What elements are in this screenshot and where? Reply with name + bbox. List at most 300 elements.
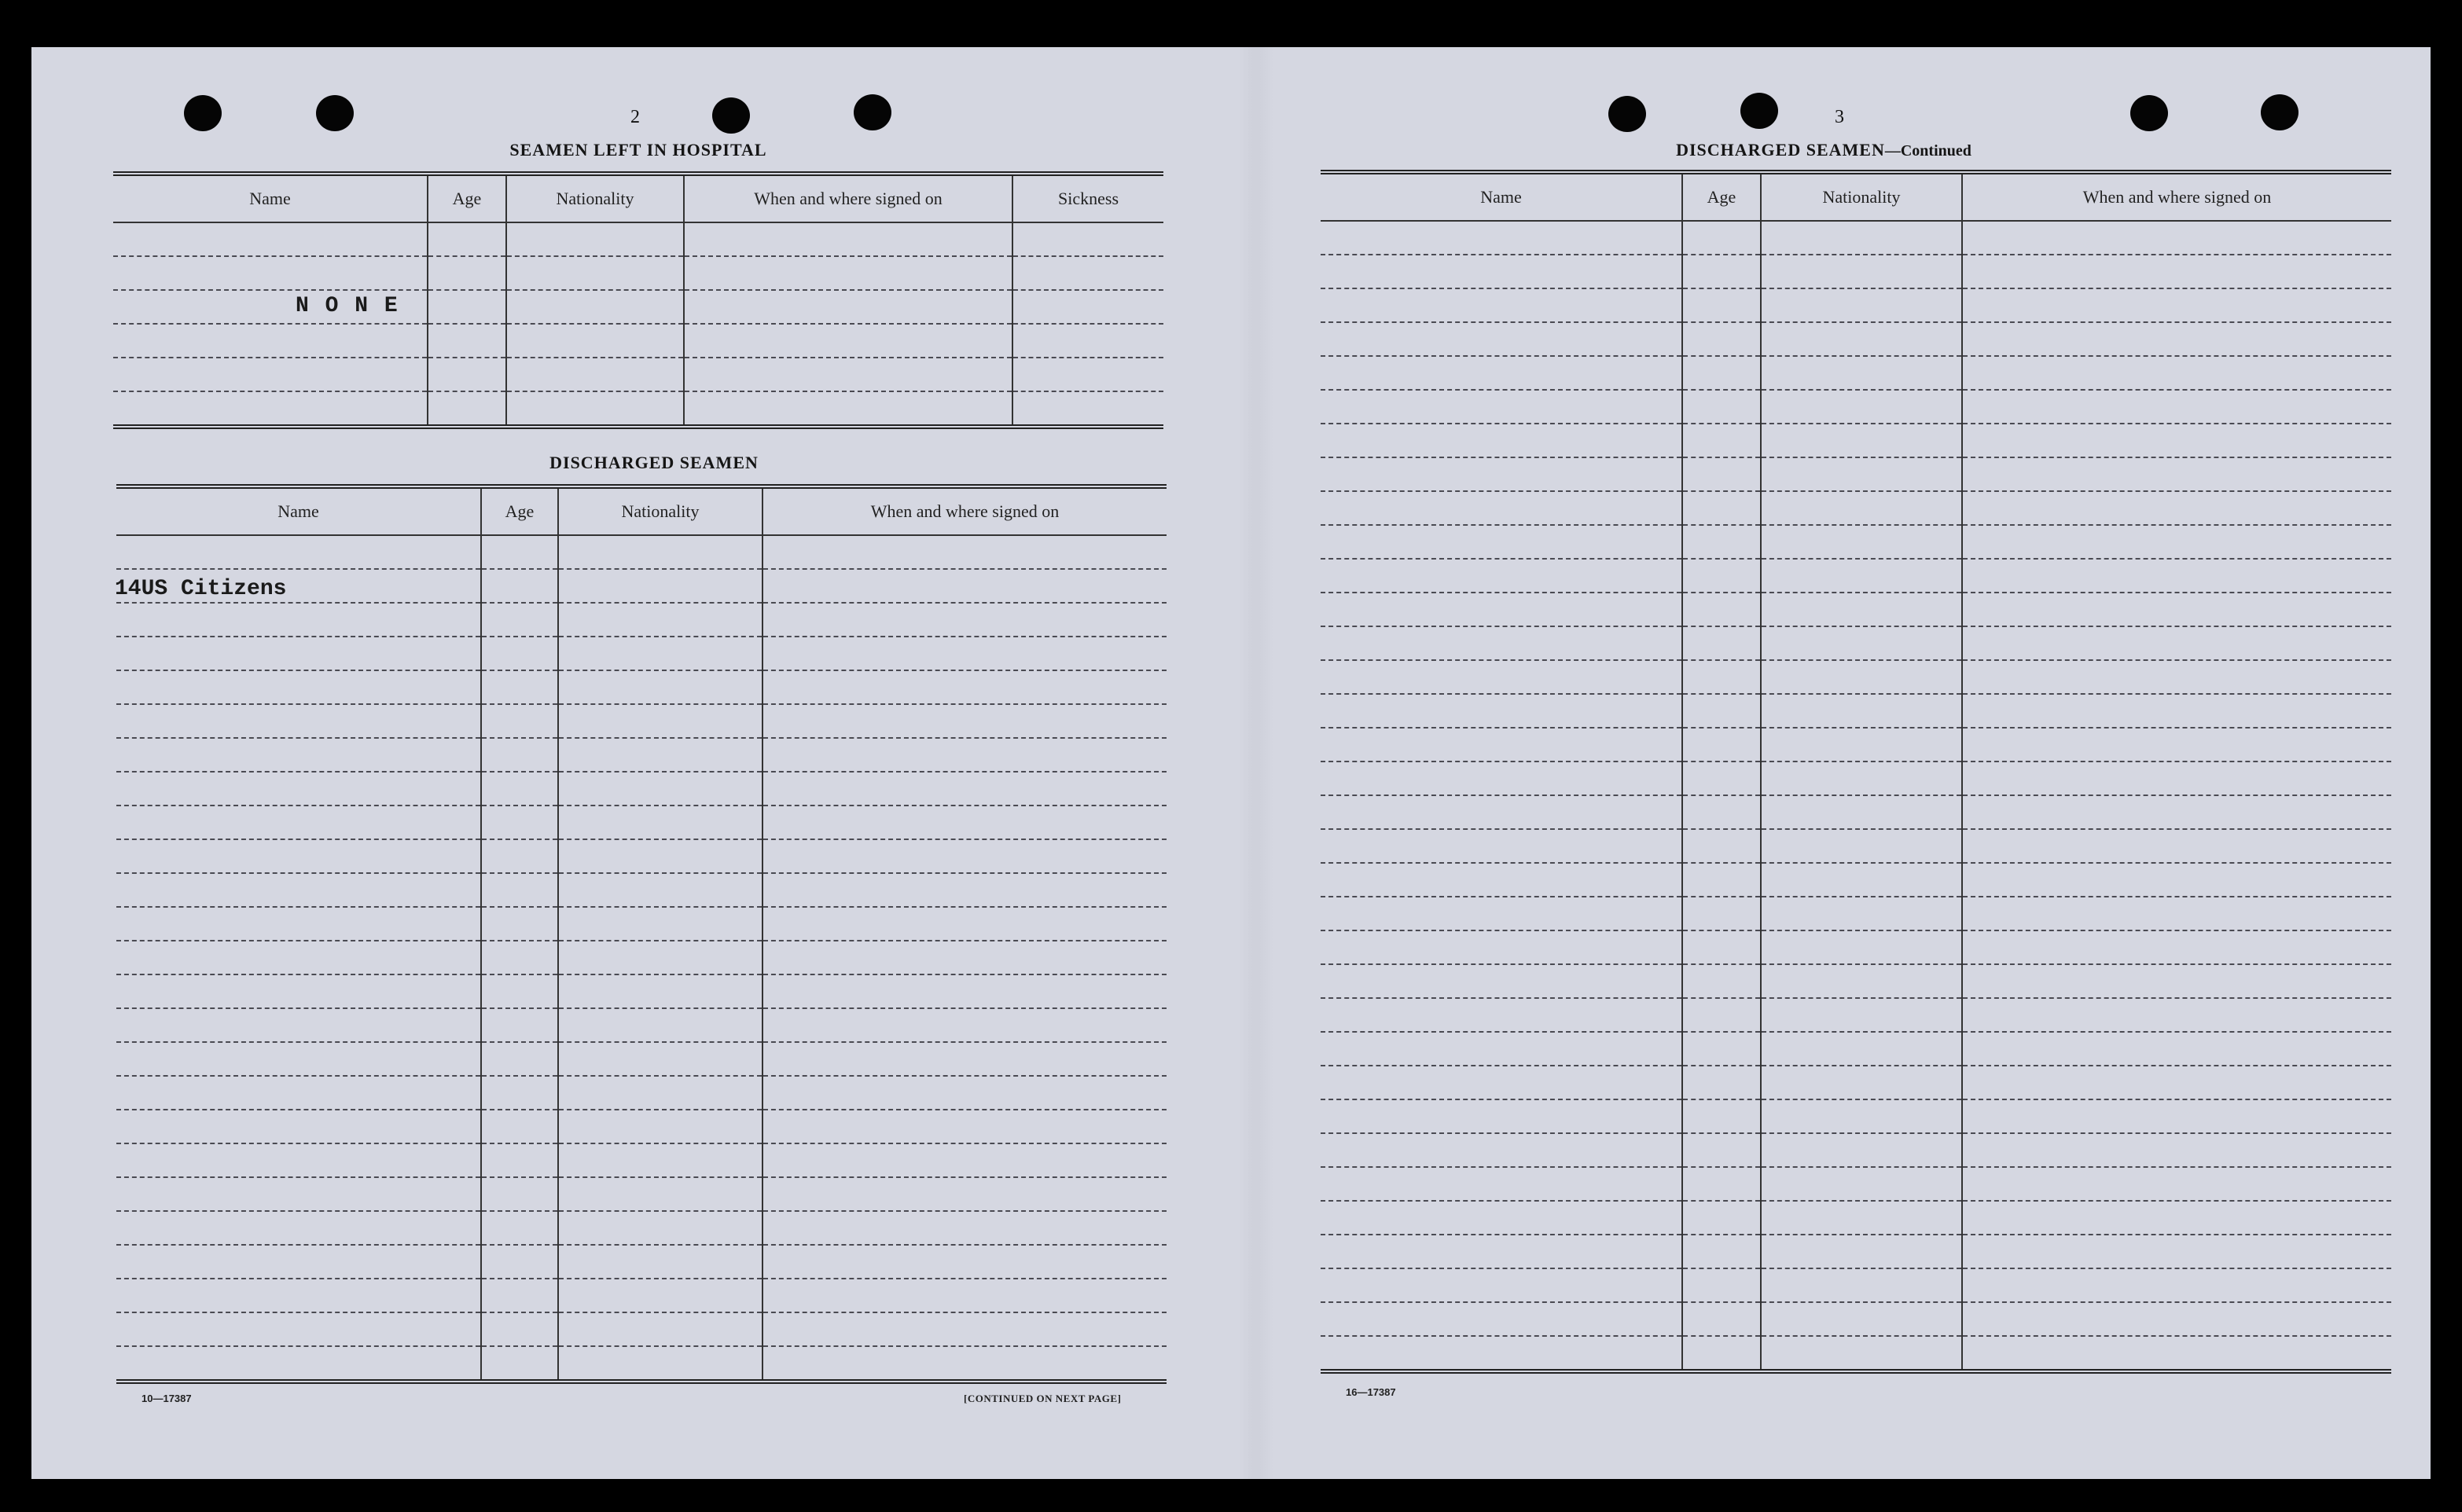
table-cell bbox=[1962, 559, 2391, 593]
table-cell bbox=[1321, 356, 1682, 390]
table-cell bbox=[1321, 964, 1682, 998]
table-cell bbox=[1761, 1201, 1962, 1235]
table-row bbox=[113, 324, 1163, 358]
table-cell bbox=[1962, 998, 2391, 1032]
discharged-entry-text: 14US Citizens bbox=[115, 577, 287, 601]
table-cell bbox=[762, 1312, 1167, 1346]
table-cell bbox=[1761, 1268, 1962, 1302]
table-cell bbox=[116, 1312, 481, 1346]
page-number-left: 2 bbox=[630, 107, 640, 127]
table-cell bbox=[1321, 998, 1682, 1032]
table-row bbox=[1321, 930, 2391, 964]
column-header-age: Age bbox=[1682, 172, 1761, 221]
table-cell bbox=[481, 1076, 558, 1110]
table-cell bbox=[116, 907, 481, 941]
table-cell bbox=[428, 256, 506, 290]
table-cell bbox=[558, 974, 762, 1008]
table-cell bbox=[1321, 728, 1682, 762]
table-cell bbox=[481, 974, 558, 1008]
table-cell bbox=[428, 391, 506, 427]
table-cell bbox=[1321, 1167, 1682, 1201]
table-cell bbox=[116, 1211, 481, 1245]
center-fold bbox=[1239, 47, 1273, 1479]
table-cell bbox=[481, 1008, 558, 1042]
table-cell bbox=[1761, 255, 1962, 288]
table-row bbox=[1321, 964, 2391, 998]
table-cell bbox=[481, 1211, 558, 1245]
table-cell bbox=[1682, 1201, 1761, 1235]
table-cell bbox=[1761, 1167, 1962, 1201]
table-cell bbox=[1321, 525, 1682, 559]
table-cell bbox=[762, 1110, 1167, 1143]
table-cell bbox=[1012, 324, 1163, 358]
table-cell bbox=[1321, 795, 1682, 829]
table-cell bbox=[1321, 1066, 1682, 1099]
table-cell bbox=[1321, 288, 1682, 322]
table-row bbox=[1321, 255, 2391, 288]
table-cell bbox=[1761, 1032, 1962, 1066]
column-header-age: Age bbox=[428, 174, 506, 222]
table-cell bbox=[1682, 1066, 1761, 1099]
table-cell bbox=[506, 391, 684, 427]
table-cell bbox=[481, 738, 558, 772]
table-cell bbox=[116, 1008, 481, 1042]
table-cell bbox=[116, 535, 481, 569]
table-cell bbox=[1321, 863, 1682, 897]
punch-hole bbox=[2261, 94, 2298, 130]
table-cell bbox=[1761, 897, 1962, 930]
title-text: DISCHARGED SEAMEN bbox=[1676, 140, 1885, 160]
table-cell bbox=[1682, 593, 1761, 626]
table-row bbox=[1321, 1066, 2391, 1099]
hospital-section-title: SEAMEN LEFT IN HOSPITAL bbox=[509, 140, 767, 160]
table-cell bbox=[1761, 390, 1962, 424]
table-cell bbox=[762, 637, 1167, 670]
table-cell bbox=[116, 637, 481, 670]
table-row bbox=[116, 873, 1167, 907]
table-cell bbox=[481, 704, 558, 738]
table-cell bbox=[684, 391, 1012, 427]
table-cell bbox=[1962, 390, 2391, 424]
table-cell bbox=[1682, 491, 1761, 525]
table-row bbox=[1321, 322, 2391, 356]
table-cell bbox=[116, 772, 481, 806]
table-cell bbox=[1761, 626, 1962, 660]
table-row bbox=[1321, 221, 2391, 255]
table-cell bbox=[1321, 1336, 1682, 1371]
column-header-signed-on: When and where signed on bbox=[762, 486, 1167, 535]
table-cell bbox=[1321, 221, 1682, 255]
table-cell bbox=[558, 1312, 762, 1346]
table-cell bbox=[1962, 288, 2391, 322]
table-cell bbox=[1962, 457, 2391, 491]
table-cell bbox=[558, 603, 762, 637]
table-cell bbox=[558, 839, 762, 873]
table-row bbox=[116, 1245, 1167, 1279]
table-row bbox=[113, 391, 1163, 427]
table-cell bbox=[558, 806, 762, 839]
table-cell bbox=[1761, 930, 1962, 964]
table-cell bbox=[1962, 1133, 2391, 1167]
title-suffix: —Continued bbox=[1884, 142, 1971, 160]
table-cell bbox=[1962, 1302, 2391, 1336]
table-cell bbox=[1962, 626, 2391, 660]
table-cell bbox=[1761, 964, 1962, 998]
table-cell bbox=[1682, 1167, 1761, 1201]
table-row bbox=[116, 738, 1167, 772]
table-cell bbox=[762, 1008, 1167, 1042]
table-cell bbox=[762, 839, 1167, 873]
table-cell bbox=[1962, 897, 2391, 930]
table-cell bbox=[1321, 255, 1682, 288]
table-row bbox=[116, 1076, 1167, 1110]
table-cell bbox=[1682, 660, 1761, 694]
table-row bbox=[1321, 424, 2391, 457]
table-cell bbox=[113, 324, 428, 358]
table-cell bbox=[762, 1245, 1167, 1279]
table-cell bbox=[1761, 1336, 1962, 1371]
table-cell bbox=[1761, 660, 1962, 694]
table-row bbox=[1321, 1268, 2391, 1302]
column-header-sickness: Sickness bbox=[1012, 174, 1163, 222]
table-cell bbox=[1012, 290, 1163, 324]
table-row bbox=[1321, 1099, 2391, 1133]
table-cell bbox=[762, 603, 1167, 637]
table-cell bbox=[113, 391, 428, 427]
table-row bbox=[116, 1279, 1167, 1312]
table-row bbox=[113, 256, 1163, 290]
table-cell bbox=[1682, 897, 1761, 930]
table-cell bbox=[1012, 256, 1163, 290]
table-row bbox=[116, 806, 1167, 839]
table-cell bbox=[762, 873, 1167, 907]
table-cell bbox=[558, 670, 762, 704]
column-header-name: Name bbox=[1321, 172, 1682, 221]
table-cell bbox=[1761, 1235, 1962, 1268]
table-cell bbox=[481, 839, 558, 873]
table-cell bbox=[1321, 322, 1682, 356]
discharged-section-title: DISCHARGED SEAMEN bbox=[549, 453, 759, 472]
table-row bbox=[1321, 1201, 2391, 1235]
table-cell bbox=[481, 1177, 558, 1211]
table-cell bbox=[1321, 593, 1682, 626]
table-cell bbox=[762, 907, 1167, 941]
table-cell bbox=[1761, 424, 1962, 457]
punch-hole bbox=[316, 95, 354, 131]
table-row bbox=[1321, 762, 2391, 795]
table-cell bbox=[1682, 390, 1761, 424]
table-cell bbox=[1682, 525, 1761, 559]
table-cell bbox=[1321, 930, 1682, 964]
table-cell bbox=[1321, 694, 1682, 728]
table-cell bbox=[558, 704, 762, 738]
table-cell bbox=[558, 738, 762, 772]
table-cell bbox=[1682, 356, 1761, 390]
table-cell bbox=[762, 1042, 1167, 1076]
table-cell bbox=[1761, 1302, 1962, 1336]
table-row bbox=[116, 704, 1167, 738]
table-row bbox=[116, 603, 1167, 637]
table-cell bbox=[1962, 795, 2391, 829]
table-cell bbox=[1962, 1235, 2391, 1268]
table-row bbox=[113, 222, 1163, 256]
table-cell bbox=[558, 873, 762, 907]
table-cell bbox=[116, 974, 481, 1008]
table-row bbox=[1321, 1336, 2391, 1371]
table-cell bbox=[762, 1143, 1167, 1177]
table-cell bbox=[1012, 358, 1163, 391]
table-cell bbox=[1761, 221, 1962, 255]
table-cell bbox=[481, 535, 558, 569]
table-row bbox=[116, 1143, 1167, 1177]
table-cell bbox=[428, 358, 506, 391]
table-cell bbox=[684, 256, 1012, 290]
table-cell bbox=[558, 1279, 762, 1312]
table-cell bbox=[1682, 424, 1761, 457]
table-cell bbox=[1962, 255, 2391, 288]
hospital-table bbox=[113, 171, 1163, 429]
column-header-nationality: Nationality bbox=[506, 174, 684, 222]
table-cell bbox=[1682, 255, 1761, 288]
table-cell bbox=[762, 806, 1167, 839]
table-cell bbox=[558, 907, 762, 941]
table-cell bbox=[1962, 1032, 2391, 1066]
table-cell bbox=[1962, 1167, 2391, 1201]
discharged-table-left bbox=[116, 484, 1167, 1384]
page-number-right: 3 bbox=[1835, 107, 1844, 127]
table-row bbox=[1321, 356, 2391, 390]
table-cell bbox=[1682, 930, 1761, 964]
table-cell bbox=[116, 1279, 481, 1312]
column-header-name: Name bbox=[116, 486, 481, 535]
table-cell bbox=[1682, 863, 1761, 897]
table-cell bbox=[506, 256, 684, 290]
table-cell bbox=[558, 535, 762, 569]
table-cell bbox=[1682, 762, 1761, 795]
table-cell bbox=[116, 1042, 481, 1076]
table-row bbox=[1321, 559, 2391, 593]
table-cell bbox=[762, 738, 1167, 772]
table-cell bbox=[1962, 1099, 2391, 1133]
table-cell bbox=[1682, 795, 1761, 829]
table-cell bbox=[481, 1245, 558, 1279]
table-cell bbox=[1962, 322, 2391, 356]
table-cell bbox=[762, 1346, 1167, 1382]
table-row bbox=[116, 637, 1167, 670]
table-cell bbox=[558, 1177, 762, 1211]
table-cell bbox=[116, 1177, 481, 1211]
table-row bbox=[1321, 1167, 2391, 1201]
table-row bbox=[116, 941, 1167, 974]
table-cell bbox=[1321, 1032, 1682, 1066]
table-cell bbox=[1761, 491, 1962, 525]
table-cell bbox=[1682, 1235, 1761, 1268]
table-cell bbox=[506, 358, 684, 391]
table-cell bbox=[113, 358, 428, 391]
table-cell bbox=[1761, 593, 1962, 626]
discharged-table-right bbox=[1321, 170, 2391, 1374]
table-cell bbox=[1321, 390, 1682, 424]
table-cell bbox=[1321, 491, 1682, 525]
table-cell bbox=[762, 535, 1167, 569]
table-cell bbox=[1962, 491, 2391, 525]
table-cell bbox=[428, 290, 506, 324]
table-cell bbox=[1761, 728, 1962, 762]
table-cell bbox=[684, 290, 1012, 324]
continued-note: [CONTINUED ON NEXT PAGE] bbox=[964, 1393, 1122, 1404]
table-cell bbox=[1761, 1133, 1962, 1167]
table-cell bbox=[428, 222, 506, 256]
table-cell bbox=[1761, 288, 1962, 322]
table-cell bbox=[1962, 221, 2391, 255]
table-cell bbox=[116, 1346, 481, 1382]
table-row bbox=[1321, 593, 2391, 626]
table-cell bbox=[1761, 795, 1962, 829]
table-cell bbox=[1682, 1302, 1761, 1336]
form-code-left: 10—17387 bbox=[141, 1393, 192, 1404]
table-cell bbox=[1321, 424, 1682, 457]
table-cell bbox=[481, 1042, 558, 1076]
table-cell bbox=[1321, 1268, 1682, 1302]
table-cell bbox=[481, 772, 558, 806]
table-row bbox=[1321, 998, 2391, 1032]
table-cell bbox=[1682, 1099, 1761, 1133]
column-header-nationality: Nationality bbox=[558, 486, 762, 535]
table-cell bbox=[506, 290, 684, 324]
table-cell bbox=[481, 1143, 558, 1177]
table-cell bbox=[1321, 1235, 1682, 1268]
table-cell bbox=[762, 941, 1167, 974]
table-cell bbox=[481, 1346, 558, 1382]
table-row bbox=[116, 670, 1167, 704]
table-cell bbox=[762, 1279, 1167, 1312]
table-cell bbox=[1682, 1268, 1761, 1302]
punch-hole bbox=[712, 97, 750, 134]
table-cell bbox=[1321, 1133, 1682, 1167]
column-header-signed-on: When and where signed on bbox=[1962, 172, 2391, 221]
table-row bbox=[116, 535, 1167, 569]
table-cell bbox=[762, 772, 1167, 806]
table-cell bbox=[1321, 1099, 1682, 1133]
table-cell bbox=[481, 1279, 558, 1312]
table-cell bbox=[762, 670, 1167, 704]
table-row bbox=[116, 839, 1167, 873]
table-cell bbox=[113, 256, 428, 290]
table-row bbox=[116, 1177, 1167, 1211]
table-cell bbox=[1682, 998, 1761, 1032]
table-cell bbox=[1761, 457, 1962, 491]
table-cell bbox=[1761, 863, 1962, 897]
table-cell bbox=[1682, 1336, 1761, 1371]
table-cell bbox=[1682, 1133, 1761, 1167]
table-cell bbox=[558, 772, 762, 806]
table-row bbox=[1321, 829, 2391, 863]
table-cell bbox=[1761, 998, 1962, 1032]
table-cell bbox=[1761, 762, 1962, 795]
table-cell bbox=[558, 1110, 762, 1143]
table-cell bbox=[558, 569, 762, 603]
table-cell bbox=[481, 670, 558, 704]
table-cell bbox=[116, 1245, 481, 1279]
table-cell bbox=[116, 839, 481, 873]
punch-hole bbox=[1740, 93, 1778, 129]
table-cell bbox=[1682, 626, 1761, 660]
table-row bbox=[1321, 1235, 2391, 1268]
table-cell bbox=[481, 941, 558, 974]
table-cell bbox=[1761, 356, 1962, 390]
table-cell bbox=[1962, 1268, 2391, 1302]
table-cell bbox=[558, 1143, 762, 1177]
column-header-signed-on: When and where signed on bbox=[684, 174, 1012, 222]
table-row bbox=[116, 1312, 1167, 1346]
table-cell bbox=[1682, 964, 1761, 998]
table-cell bbox=[1962, 1066, 2391, 1099]
discharged-continued-title bbox=[1676, 140, 1971, 160]
table-cell bbox=[1321, 660, 1682, 694]
table-cell bbox=[558, 637, 762, 670]
table-cell bbox=[762, 974, 1167, 1008]
table-cell bbox=[1321, 897, 1682, 930]
table-cell bbox=[1761, 525, 1962, 559]
table-cell bbox=[1962, 728, 2391, 762]
table-row bbox=[116, 1008, 1167, 1042]
table-cell bbox=[481, 569, 558, 603]
table-cell bbox=[1761, 694, 1962, 728]
table-cell bbox=[1962, 356, 2391, 390]
table-cell bbox=[1761, 559, 1962, 593]
table-cell bbox=[558, 1346, 762, 1382]
table-cell bbox=[762, 569, 1167, 603]
table-cell bbox=[558, 1042, 762, 1076]
table-cell bbox=[1321, 626, 1682, 660]
table-cell bbox=[1761, 1066, 1962, 1099]
column-header-name: Name bbox=[113, 174, 428, 222]
table-row bbox=[116, 1346, 1167, 1382]
table-row bbox=[1321, 1302, 2391, 1336]
table-row bbox=[1321, 288, 2391, 322]
table-cell bbox=[116, 806, 481, 839]
table-cell bbox=[558, 1076, 762, 1110]
table-row bbox=[1321, 390, 2391, 424]
punch-hole bbox=[184, 95, 222, 131]
table-cell bbox=[116, 670, 481, 704]
table-cell bbox=[762, 704, 1167, 738]
punch-hole bbox=[2130, 95, 2168, 131]
table-row bbox=[1321, 1133, 2391, 1167]
table-cell bbox=[558, 1211, 762, 1245]
table-cell bbox=[113, 222, 428, 256]
punch-hole bbox=[1608, 96, 1646, 132]
table-cell bbox=[558, 1245, 762, 1279]
table-row bbox=[116, 1211, 1167, 1245]
table-cell bbox=[116, 1076, 481, 1110]
table-cell bbox=[481, 603, 558, 637]
table-cell bbox=[1962, 829, 2391, 863]
table-cell bbox=[1321, 1302, 1682, 1336]
table-row bbox=[116, 907, 1167, 941]
table-cell bbox=[481, 1312, 558, 1346]
table-cell bbox=[1962, 593, 2391, 626]
table-cell bbox=[116, 1143, 481, 1177]
table-row bbox=[1321, 897, 2391, 930]
table-row bbox=[1321, 728, 2391, 762]
table-row bbox=[116, 974, 1167, 1008]
table-cell bbox=[762, 1211, 1167, 1245]
table-row bbox=[1321, 795, 2391, 829]
table-cell bbox=[481, 637, 558, 670]
table-cell bbox=[481, 873, 558, 907]
table-cell bbox=[1321, 762, 1682, 795]
